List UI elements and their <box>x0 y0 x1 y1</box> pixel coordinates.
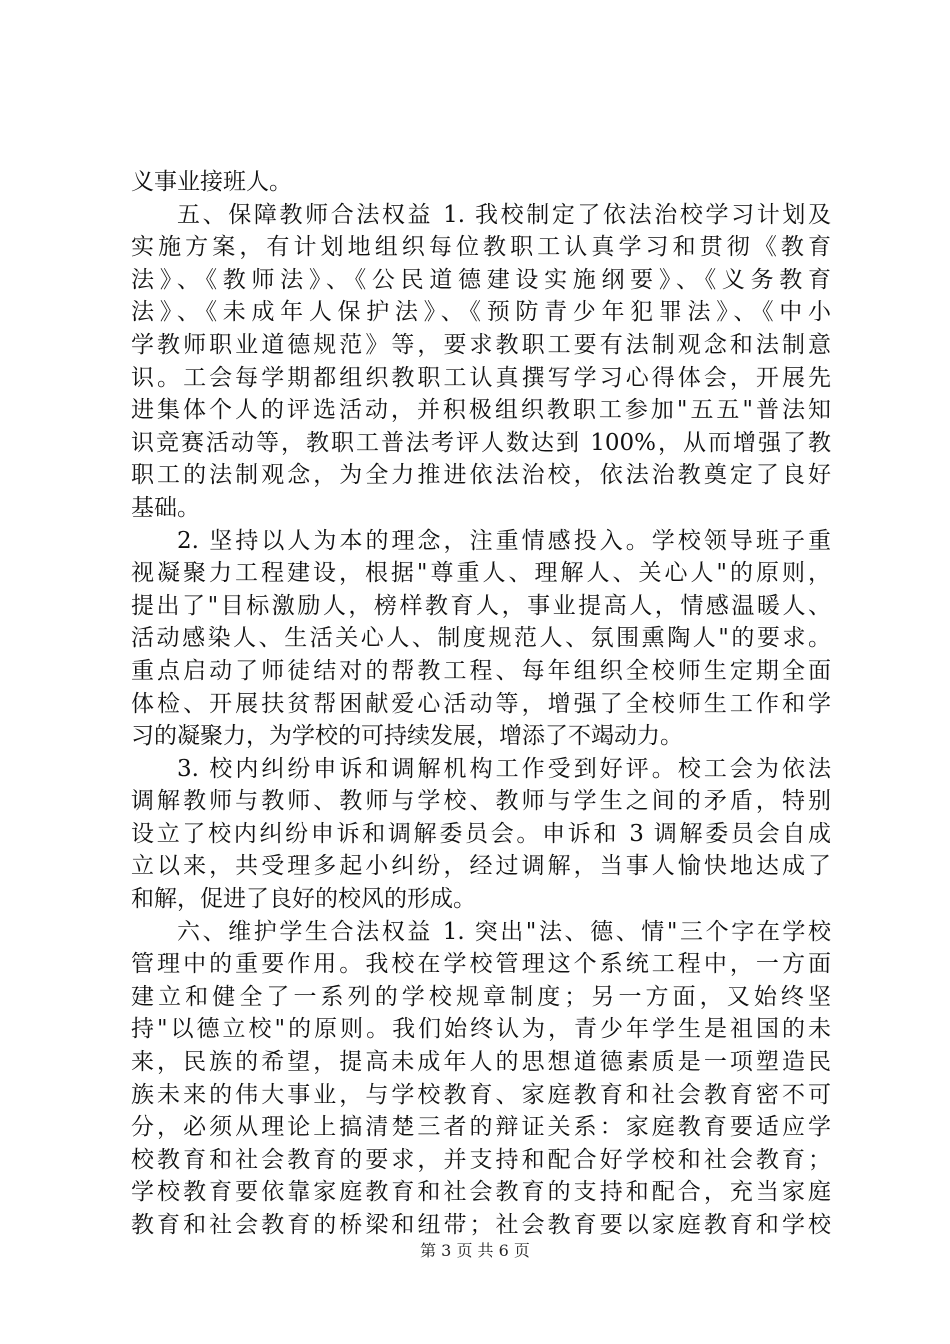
text-line: 义事业接班人。 <box>131 169 292 195</box>
text-line: 设立了校内纠纷申诉和调解委员会。申诉和 3 调解委员会自成 <box>131 820 831 847</box>
text-line: 和解，促进了良好的校风的形成。 <box>131 886 476 913</box>
text-line: 职工的法制观念，为全力推进依法治校，依法治教奠定了良好 <box>131 462 831 489</box>
text-line: 五、保障教师合法权益 1. 我校制定了依法治校学习计划及 <box>177 201 831 228</box>
page-number: 第 3 页 共 6 页 <box>420 1241 530 1260</box>
text-line: 提出了"目标激励人，榜样教育人，事业提高人，情感温暖人、 <box>131 592 831 619</box>
text-line: 建立和健全了一系列的学校规章制度；另一方面，又始终坚 <box>131 983 831 1010</box>
text-line: 调解教师与教师、教师与学校、教师与学生之间的矛盾，特别 <box>131 788 831 815</box>
text-line: 六、维护学生合法权益 1. 突出"法、德、情"三个字在学校 <box>177 918 831 945</box>
text-line: 分，必须从理论上搞清楚三者的辩证关系：家庭教育要适应学 <box>131 1114 831 1141</box>
page-footer <box>0 1240 950 1262</box>
text-line: 活动感染人、生活关心人、制度规范人、氛围熏陶人"的要求。 <box>131 625 831 652</box>
text-line: 法》、《教师法》、《公民道德建设实施纲要》、《义务教育 <box>131 266 831 293</box>
text-line: 管理中的重要作用。我校在学校管理这个系统工程中，一方面 <box>131 951 831 978</box>
text-line: 学教师职业道德规范》等，要求教职工要有法制观念和法制意 <box>131 331 831 358</box>
text-line: 学校教育要依靠家庭教育和社会教育的支持和配合，充当家庭 <box>131 1179 831 1206</box>
text-line: 2. 坚持以人为本的理念，注重情感投入。学校领导班子重 <box>177 527 831 554</box>
text-line: 持"以德立校"的原则。我们始终认为，青少年学生是祖国的未 <box>131 1016 831 1043</box>
text-line: 进集体个人的评选活动，并积极组织教职工参加"五五"普法知 <box>131 397 831 424</box>
text-line: 识。工会每学期都组织教职工认真撰写学习心得体会，开展先 <box>131 364 831 391</box>
text-line: 3. 校内纠纷申诉和调解机构工作受到好评。校工会为依法 <box>177 755 831 782</box>
text-line: 实施方案，有计划地组织每位教职工认真学习和贯彻《教育 <box>131 234 831 261</box>
text-line: 识竞赛活动等，教职工普法考评人数达到 100%，从而增强了教 <box>131 429 831 456</box>
text-line: 族未来的伟大事业，与学校教育、家庭教育和社会教育密不可 <box>131 1081 831 1108</box>
text-line: 视凝聚力工程建设，根据"尊重人、理解人、关心人"的原则， <box>131 560 831 587</box>
text-line: 体检、开展扶贫帮困献爱心活动等，增强了全校师生工作和学 <box>131 690 831 717</box>
text-line: 基础。 <box>131 494 200 521</box>
text-line: 来，民族的希望，提高未成年人的思想道德素质是一项塑造民 <box>131 1049 831 1076</box>
text-line: 立以来，共受理多起小纠纷，经过调解，当事人愉快地达成了 <box>131 853 831 880</box>
text-line: 习的凝聚力，为学校的可持续发展，增添了不竭动力。 <box>131 723 683 750</box>
text-line: 重点启动了师徒结对的帮教工程、每年组织全校师生定期全面 <box>131 657 831 684</box>
document-body <box>131 166 831 1242</box>
text-line: 教育和社会教育的桥梁和纽带；社会教育要以家庭教育和学校 <box>131 1212 831 1238</box>
text-line: 校教育和社会教育的要求，并支持和配合好学校和社会教育； <box>131 1146 831 1173</box>
text-line: 法》、《未成年人保护法》、《预防青少年犯罪法》、《中小 <box>131 299 831 326</box>
